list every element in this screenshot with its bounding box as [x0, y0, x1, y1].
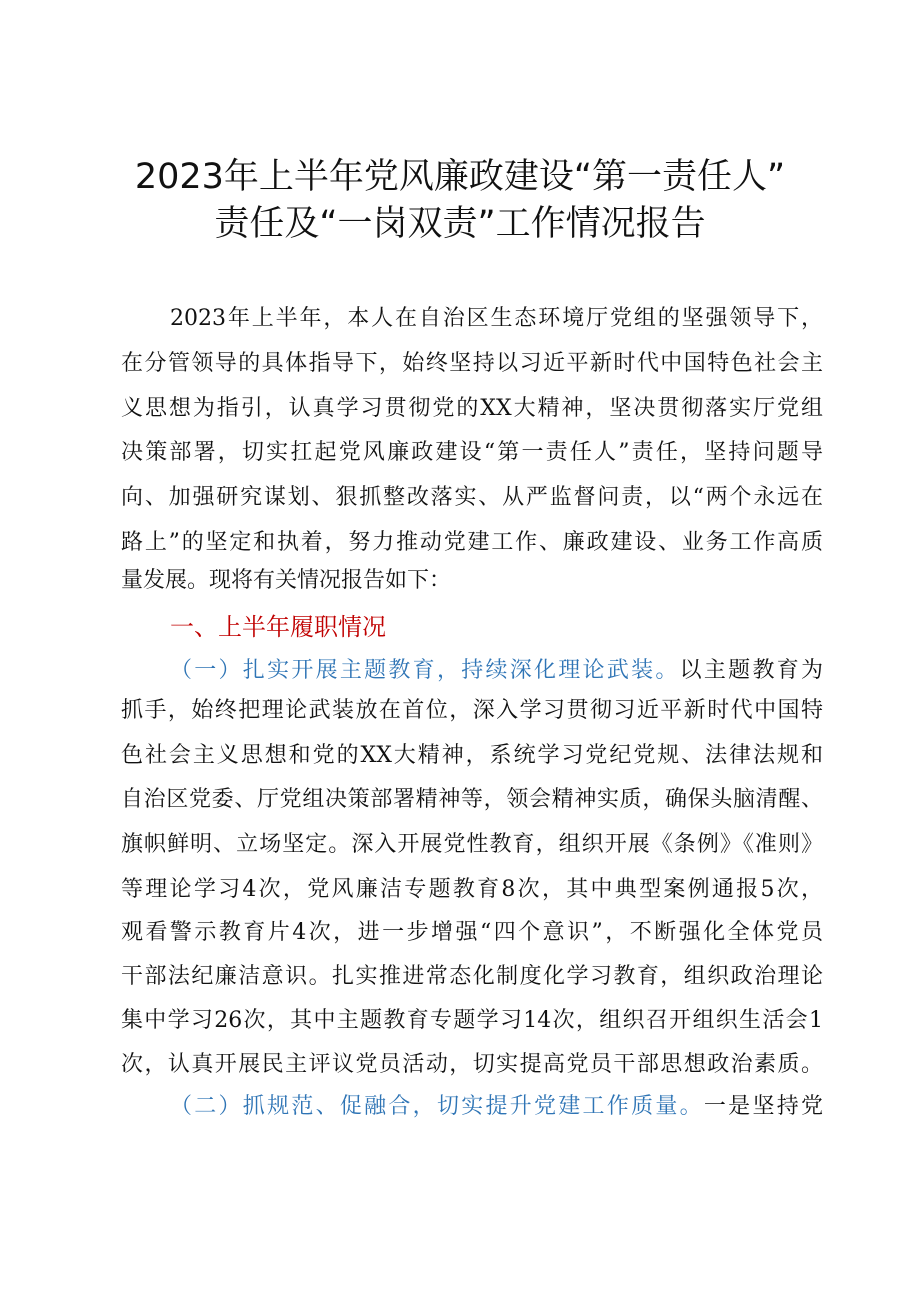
intro-line: 量发展。现将有关情况报告如下： [121, 568, 452, 593]
intro-line: 义思想为指引，认真学习贯彻党的XX大精神，坚决贯彻落实厅党组 [121, 396, 823, 421]
intro-line: 2023年上半年，本人在自治区生态环境厅党组的坚强领导下， [170, 306, 823, 331]
intro-line: 向、加强研究谋划、狠抓整改落实、从严监督问责，以“两个永远在 [121, 485, 823, 510]
subsection-1-heading: （一）扎实开展主题教育，持续深化理论武装。 [170, 658, 680, 683]
section-heading: 一、上半年履职情况 [170, 613, 386, 641]
subsection-1-first-line-text: 以主题教育为 [679, 658, 823, 683]
subsection-2-heading: （二）抓规范、促融合，切实提升党建工作质量。 [170, 1094, 704, 1119]
intro-line: 决策部署，切实扛起党风廉政建设“第一责任人”责任，坚持问题导 [121, 440, 823, 465]
body-line: 旗帜鲜明、立场坚定。深入开展党性教育，组织开展《条例》《准则》 [121, 832, 823, 857]
subsection-2-first-line-text: 一是坚持党 [703, 1094, 823, 1119]
body-line: 抓手，始终把理论武装放在首位，深入学习贯彻习近平新时代中国特 [121, 698, 823, 723]
body-line: 次，认真开展民主评议党员活动，切实提高党员干部思想政治素质。 [121, 1052, 823, 1077]
body-line: 等理论学习4次，党风廉洁专题教育8次，其中典型案例通报5次， [121, 877, 823, 902]
document-title-line-2: 责任及“一岗双责”工作情况报告 [214, 204, 706, 244]
intro-line: 在分管领导的具体指导下，始终坚持以习近平新时代中国特色社会主 [121, 351, 823, 376]
body-line: 观看警示教育片4次，进一步增强“四个意识”，不断强化全体党员 [121, 920, 823, 945]
body-line: 自治区党委、厅党组决策部署精神等，领会精神实质，确保头脑清醒、 [121, 787, 823, 812]
body-line: 干部法纪廉洁意识。扎实推进常态化制度化学习教育，组织政治理论 [121, 964, 823, 989]
subsection-1-first-line [170, 656, 823, 686]
intro-line: 路上”的坚定和执着，努力推动党建工作、廉政建设、业务工作高质 [121, 530, 823, 555]
subsection-2-first-line [170, 1092, 823, 1122]
body-line: 色社会主义思想和党的XX大精神，系统学习党纪党规、法律法规和 [121, 743, 823, 768]
body-line: 集中学习26次，其中主题教育专题学习14次，组织召开组织生活会1 [121, 1008, 823, 1033]
document-title-line-1: 2023年上半年党风廉政建设“第一责任人” [134, 157, 786, 197]
